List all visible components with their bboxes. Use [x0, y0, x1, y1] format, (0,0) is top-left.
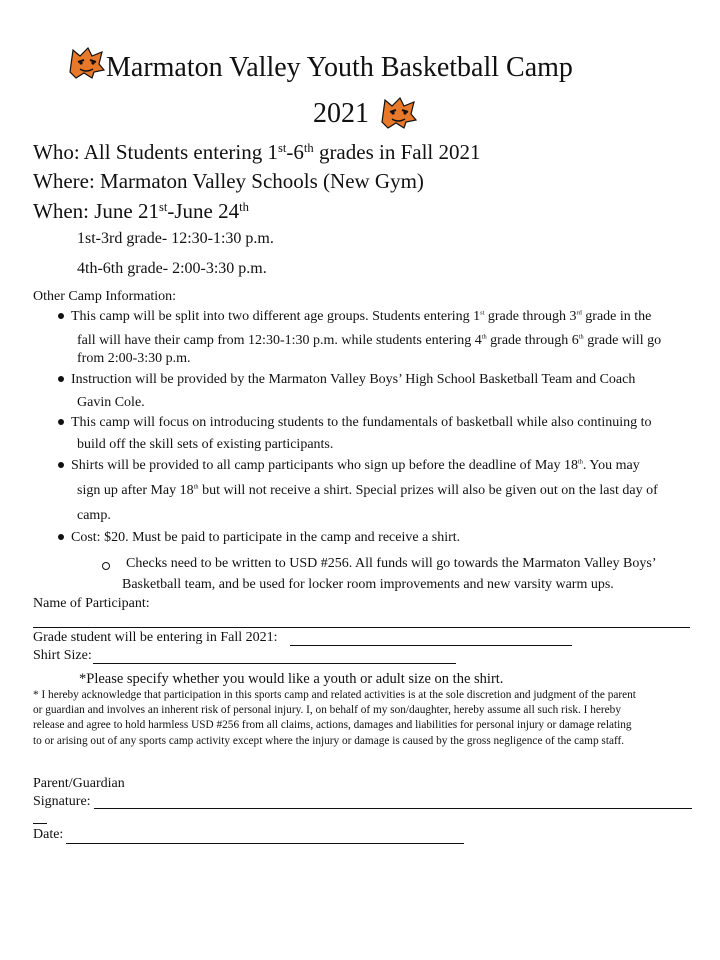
bobcat-mascot-icon-2 [378, 92, 418, 130]
bullet-1-line-2: fall will have their camp from 12:30-1:30 p.m. while students entering 4th grade through 6th grade will go [77, 333, 662, 348]
shirt-size-field[interactable] [93, 663, 456, 664]
bullet-4-line-3: camp. [77, 508, 111, 523]
shirt-size-label: Shirt Size: [33, 648, 92, 663]
grade-field[interactable] [290, 645, 572, 646]
sub-bullet-line-2: Basketball team, and be used for locker room improvements and new varsity warm ups. [122, 577, 614, 592]
waiver-line-2: or guardian and involves an inherent risk of personal injury. I, on behalf of my son/daughter, hereby assume all such risk. I hereby [33, 704, 621, 716]
parent-guardian-label: Parent/Guardian [33, 776, 125, 791]
grade-label: Grade student will be entering in Fall 2021: [33, 630, 278, 645]
bullet-5: Cost: $20. Must be paid to participate in the camp and receive a shirt. [71, 530, 461, 545]
waiver-line-3: release and agree to hold harmless USD #256 from all claims, actions, damages and liabilities for personal injury or damage relating [33, 719, 632, 731]
bullet-3-line-2: build off the skill sets of existing participants. [77, 437, 334, 452]
bullet-2-line-1: Instruction will be provided by the Marmaton Valley Boys’ High School Basketball Team and Coach [71, 372, 636, 387]
participant-name-field[interactable] [33, 627, 690, 628]
bullet-1-line-1: This camp will be split into two different age groups. Students entering 1st grade through 3rd grade in the [71, 309, 652, 324]
date-field[interactable] [66, 843, 464, 844]
info-heading: Other Camp Information: [33, 289, 177, 304]
camp-title: Marmaton Valley Youth Basketball Camp [106, 52, 573, 83]
sub-bullet-icon [102, 562, 110, 570]
where-line: Where: Marmaton Valley Schools (New Gym) [33, 169, 424, 193]
signature-field-continuation [33, 823, 47, 824]
camp-year: 2021 [313, 98, 369, 129]
date-label: Date: [33, 827, 64, 842]
bullet-4-line-1: Shirts will be provided to all camp participants who sign up before the deadline of May 18th. You may [71, 458, 640, 473]
bullet-2-line-2: Gavin Cole. [77, 395, 145, 410]
participant-name-label: Name of Participant: [33, 596, 150, 611]
waiver-line-4: to or arising out of any sports camp activity except where the injury or damage is caused by the gross negligence of the camp staff. [33, 735, 625, 747]
shirt-size-note: *Please specify whether you would like a youth or adult size on the shirt. [79, 671, 504, 687]
bullet-3-line-1: This camp will focus on introducing students to the fundamentals of basketball while also continuing to [71, 415, 652, 430]
who-line: Who: All Students entering 1st-6th grades in Fall 2021 [33, 140, 481, 164]
bullet-icon [58, 376, 64, 382]
bullet-icon [58, 419, 64, 425]
waiver-line-1: * I hereby acknowledge that participation in this sports camp and related activities is at the sole discretion and judgment of the parent [33, 689, 636, 701]
signature-label: Signature: [33, 794, 91, 809]
bullet-4-line-2: sign up after May 18th but will not receive a shirt. Special prizes will also be given out on the last day of [77, 483, 658, 498]
time-grades-4-6: 4th-6th grade- 2:00-3:30 p.m. [77, 260, 267, 277]
bobcat-mascot-icon [66, 42, 106, 80]
when-line: When: June 21st-June 24th [33, 199, 249, 223]
time-grades-1-3: 1st-3rd grade- 12:30-1:30 p.m. [77, 230, 274, 247]
bullet-icon [58, 534, 64, 540]
sub-bullet-line-1: Checks need to be written to USD #256. All funds will go towards the Marmaton Valley Boys’ [126, 556, 657, 571]
bullet-1-line-3: from 2:00-3:30 p.m. [77, 351, 191, 366]
signature-field[interactable] [94, 808, 692, 809]
bullet-icon [58, 313, 64, 319]
bullet-icon [58, 462, 64, 468]
